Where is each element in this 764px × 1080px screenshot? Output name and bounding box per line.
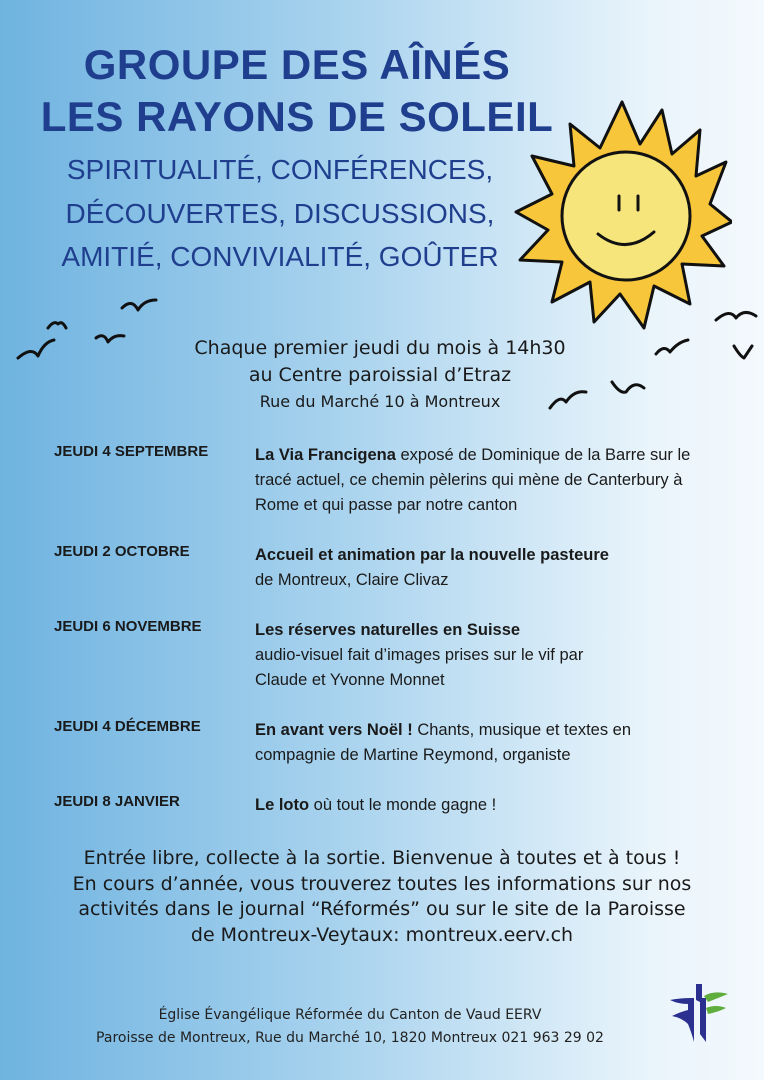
event-description [255, 718, 655, 768]
schedule-line-1: Chaque premier jeudi du mois à 14h30 [194, 337, 566, 359]
bird-icon [654, 338, 690, 358]
themes-line-2: DÉCOUVERTES, DISCUSSIONS, [65, 198, 495, 229]
event-description [255, 443, 715, 518]
event-description [255, 618, 595, 693]
info-line-1: Entrée libre, collecte à la sortie. Bienvenue à toutes et à tous ! [83, 847, 681, 869]
event-date: JEUDI 2 OCTOBRE [54, 543, 190, 560]
title-line-2: LES RAYONS DE SOLEIL [40, 93, 554, 140]
event-text: exposé de Dominique de la Barre sur le tracé actuel, ce chemin pèlerins qui mène de Canterbury à Rome et qui passe par notre canton [255, 446, 691, 514]
info-line-3: activités dans le journal “Réformés” ou sur le site de la Paroisse [78, 898, 686, 920]
info-paragraph [20, 846, 744, 948]
event-date: JEUDI 6 NOVEMBRE [54, 618, 202, 635]
bird-icon [714, 306, 758, 326]
info-line-2: En cours d’année, vous trouverez toutes les informations sur nos [72, 872, 692, 895]
sun-illustration [512, 96, 732, 336]
event-title: Le loto [255, 796, 310, 814]
bird-icon [94, 330, 126, 348]
bird-icon [46, 318, 68, 332]
event-title: En avant vers Noël ! [255, 721, 413, 739]
footer-address: Paroisse de Montreux, Rue du Marché 10, 1820 Montreux 021 963 29 02 [96, 1030, 604, 1046]
event-date: JEUDI 4 DÉCEMBRE [54, 718, 201, 735]
schedule-line-2: au Centre paroissial d’Etraz [248, 364, 512, 386]
event-text: où tout le monde gagne ! [309, 796, 497, 814]
event-description [255, 793, 715, 818]
bird-icon [16, 338, 56, 362]
themes-line-3: AMITIÉ, CONVIVIALITÉ, GOÛTER [61, 241, 499, 272]
event-title: La Via Francigena [255, 446, 396, 464]
eerv-logo [666, 978, 730, 1044]
schedule-line-3: Rue du Marché 10 à Montreux [259, 392, 501, 411]
footer-organization: Église Évangélique Réformée du Canton de Vaud EERV [158, 1007, 542, 1023]
themes-line-1: SPIRITUALITÉ, CONFÉRENCES, [66, 154, 494, 185]
event-text: de Montreux, Claire Clivaz [255, 571, 449, 589]
event-date: JEUDI 8 JANVIER [54, 793, 180, 810]
title-line-1: GROUPE DES AÎNÉS [83, 41, 511, 88]
event-description [255, 543, 715, 593]
event-title: Les réserves naturelles en Suisse [255, 621, 521, 639]
event-text: audio-visuel fait d’images prises sur le vif par Claude et Yvonne Monnet [255, 646, 584, 689]
bird-icon [120, 296, 158, 316]
bird-icon [732, 342, 754, 362]
event-text: Chants, musique et textes en compagnie de Martine Reymond, organiste [255, 721, 632, 764]
info-line-4: de Montreux-Veytaux: montreux.eerv.ch [190, 923, 574, 946]
event-title: Accueil et animation par la nouvelle pasteure [255, 546, 609, 564]
event-date: JEUDI 4 SEPTEMBRE [54, 443, 209, 460]
